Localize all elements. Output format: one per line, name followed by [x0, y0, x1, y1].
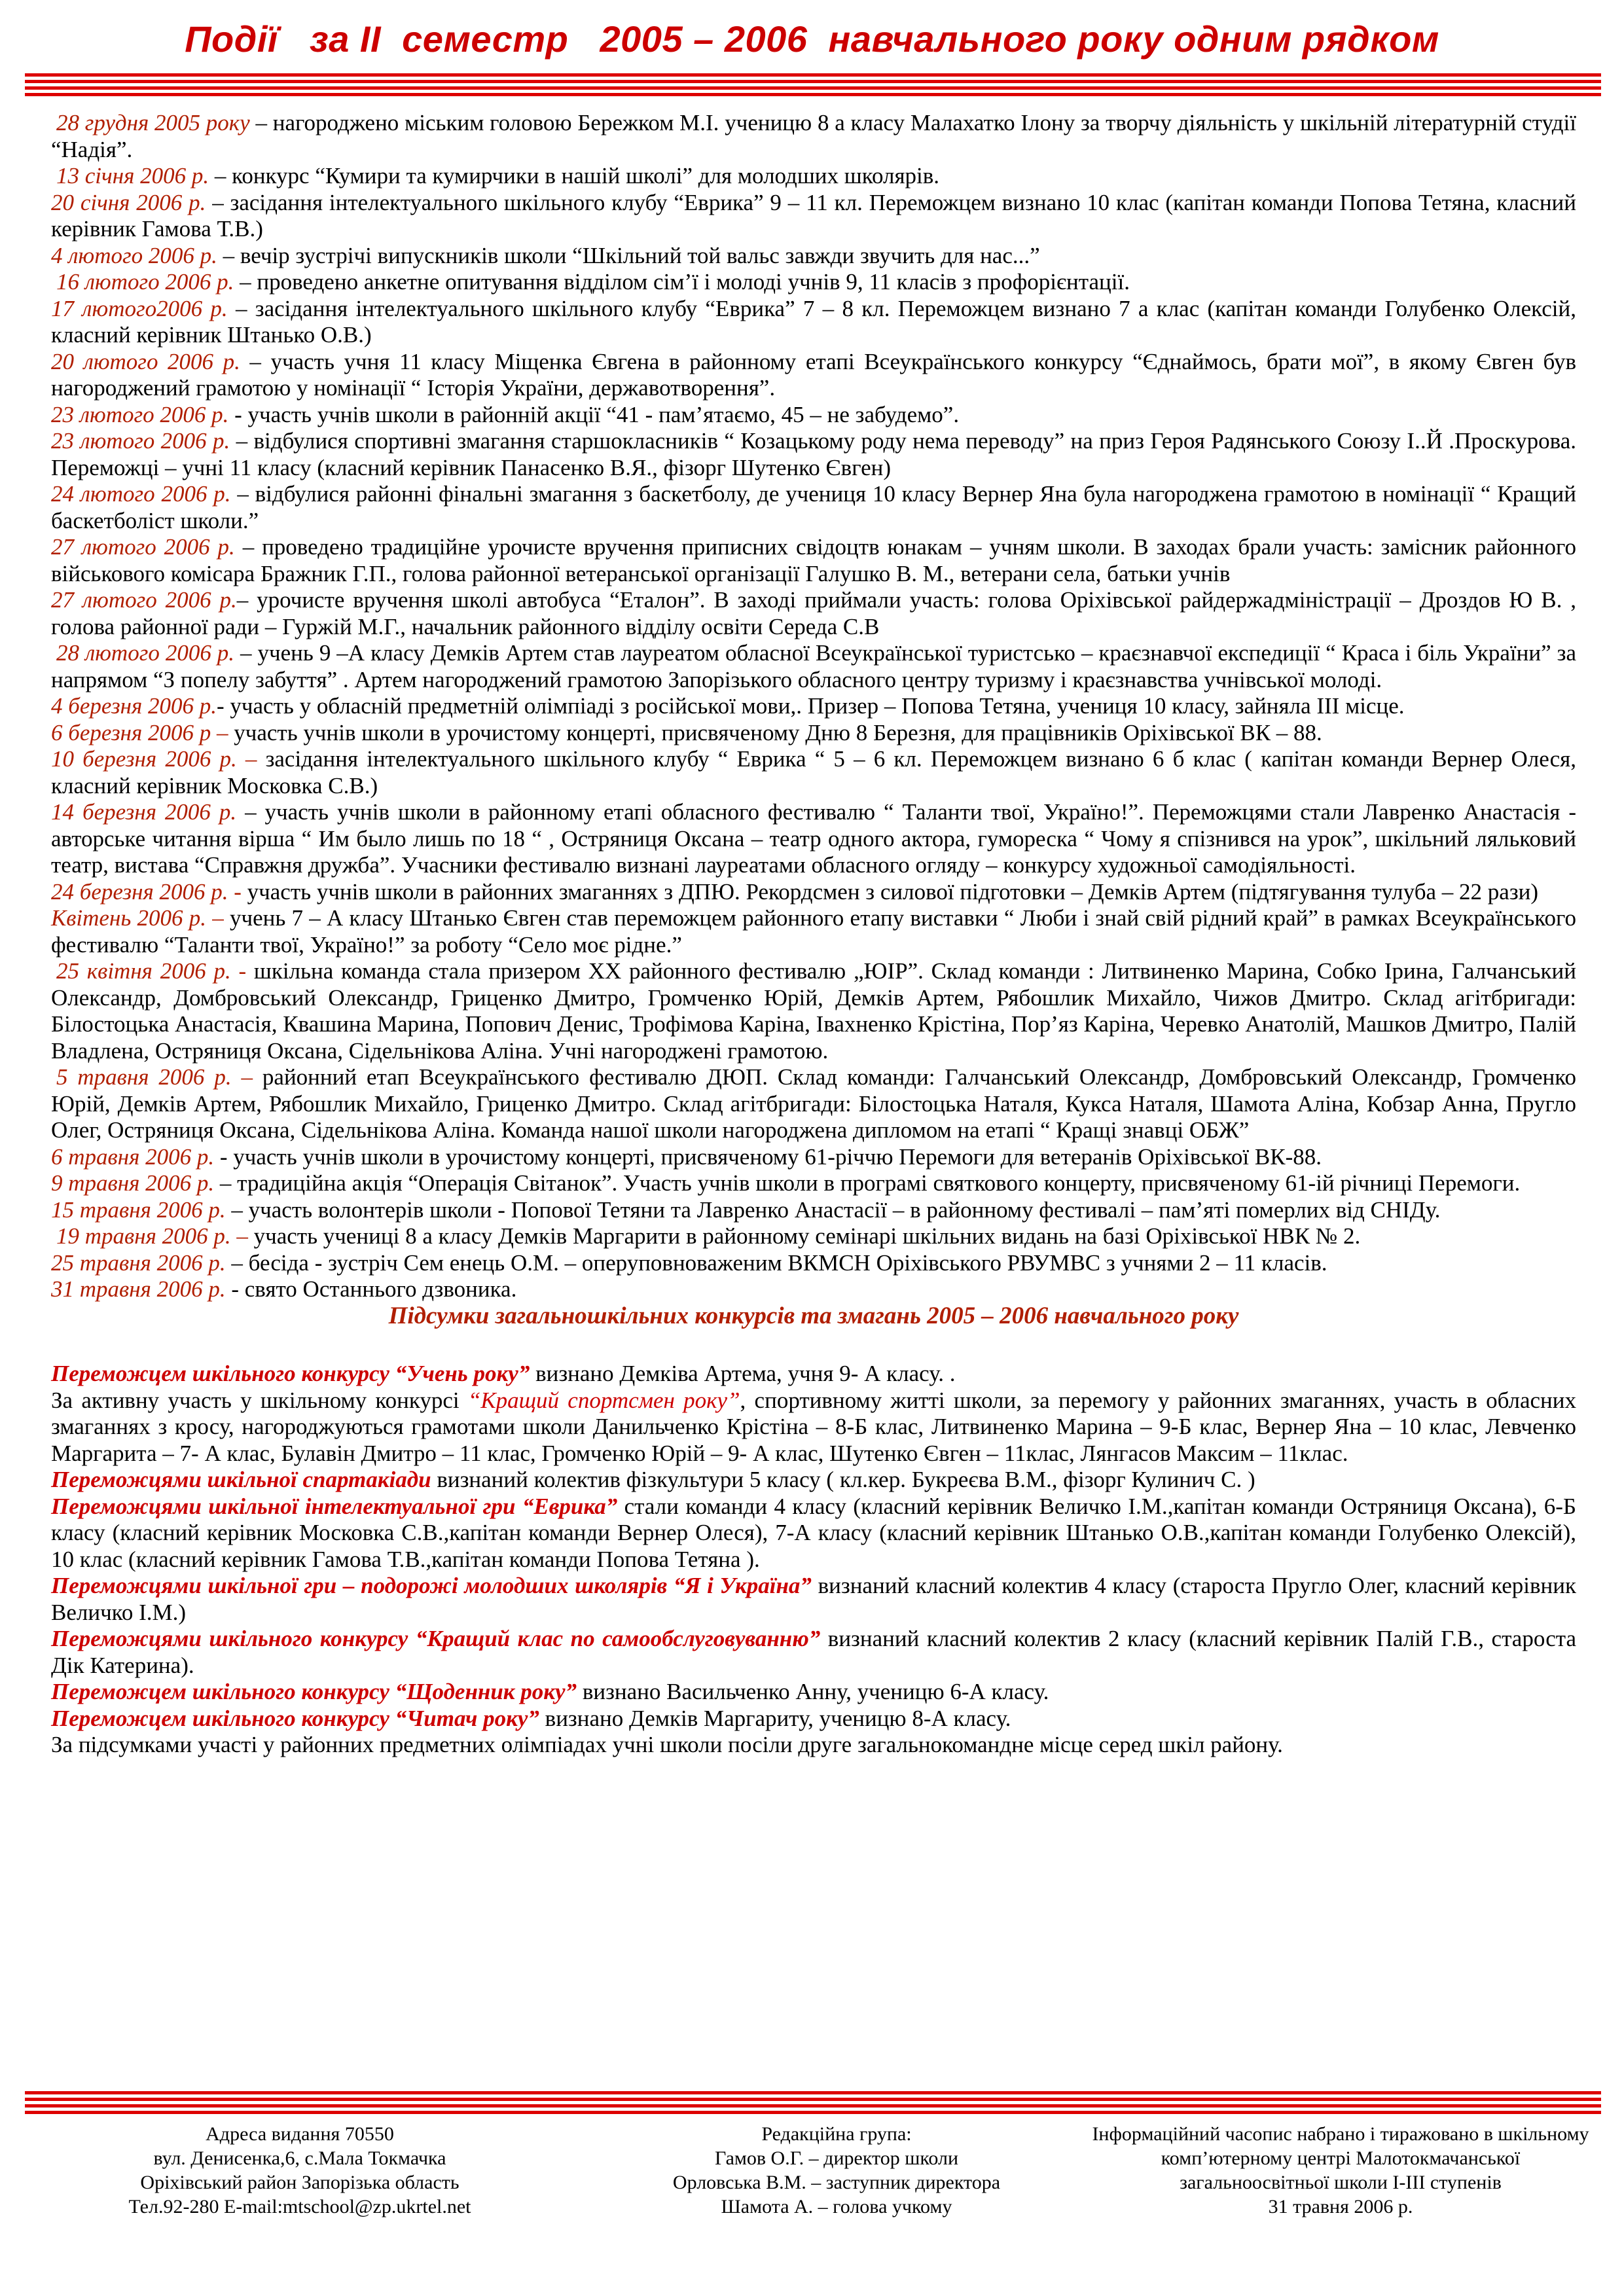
event-text: – участь учнів школи в районному етапі обласного фестивалю “ Таланти твої, Україно!”. Переможцями стали Лавренко Анастасія - авторське читання вірша “ Им было лишь по 18 “ , Остряниця Оксана – театр одного актора, гумореска “ Чому я спізнився на урок”, шкільний ляльковий театр, вистава “Справжня дружба”. Учасники фестивалю визнані лауреатами обласного огляду – конкурсу художньої самодіяльності.	[51, 799, 1577, 878]
event-text: – засідання інтелектуального шкільного клубу “Еврика” 7 – 8 кл. Переможцем визнано 7 а клас (капітан команди Голубенко Олексій, класний керівник Штанько О.В.)	[51, 295, 1576, 348]
footer-line: загальноосвітньої школи І-ІІІ ступенів	[1180, 2172, 1502, 2193]
summary-item-highlight: Переможцем шкільного конкурсу “Учень року”	[51, 1361, 530, 1386]
summary-item	[51, 1361, 1576, 1388]
summary-item-text: визнаний колектив фізкультури 5 класу ( кл.кер. Букреєва В.М., фізорг Кулинич С. )	[431, 1467, 1255, 1492]
footer-line: Орловська В.М. – заступник директора	[672, 2172, 1001, 2193]
event-date: 24 березня 2006 р. -	[51, 878, 242, 905]
event-text: учень 7 – А класу Штанько Євген став переможцем районного етапу виставки “ Люби і знай свій рідний край” в рамках Всеукраїнського фестивалю “Таланти твої, Україно!” за роботу “Село моє рідне.”	[51, 905, 1576, 958]
event-text: - свято Останнього дзвоника.	[225, 1276, 517, 1302]
summary-item	[51, 1679, 1576, 1706]
event-date: 20 лютого 2006 р.	[51, 348, 240, 374]
event-item	[51, 269, 1576, 296]
event-item	[51, 296, 1576, 349]
event-date: 31 травня 2006 р.	[51, 1276, 226, 1302]
event-item	[51, 481, 1576, 534]
header-stripes	[25, 73, 1601, 99]
summary-item	[51, 1573, 1576, 1626]
summary-item-text: визнано Демків Маргариту, ученицю 8-А класу.	[539, 1705, 1011, 1731]
event-text: – відбулися спортивні змагання старшокласників “ Козацькому роду нема переводу” на приз Героя Радянського Союзу І..Й .Проскурова. Переможці – учні 11 класу (класний керівник Панасенко В.Я., фізорг Шутенко Євген)	[51, 428, 1577, 480]
event-date: 15 травня 2006 р.	[51, 1196, 226, 1223]
event-date: 27 лютого 2006 р.	[51, 587, 237, 613]
event-text: – засідання інтелектуального шкільного клубу “Еврика” 9 – 11 кл. Переможцем визнано 10 клас (капітан команди Попова Тетяна, класний керівник Гамова Т.В.)	[51, 189, 1577, 242]
event-item	[51, 190, 1576, 243]
event-date: 6 травня 2006 р.	[51, 1143, 215, 1170]
summary-title: Підсумки загальношкільних конкурсів та змагань 2005 – 2006 навчального року	[388, 1302, 1239, 1329]
event-date: Квітень 2006 р. –	[51, 905, 224, 931]
event-text: – відбулися районні фінальні змагання з баскетболу, де учениця 10 класу Вернер Яна була нагороджена грамотою в номінації “ Кращий баскетболіст школи.”	[51, 481, 1577, 533]
event-item	[51, 1170, 1576, 1197]
event-date: 24 лютого 2006 р.	[51, 481, 231, 507]
event-text: – традиційна акція “Операція Світанок”. Участь учнів школи в програмі святкового концерту, присвяченому 61-ій річниці Перемоги.	[214, 1170, 1521, 1196]
summary-item	[51, 1706, 1576, 1732]
event-item	[51, 534, 1576, 587]
event-text: – вечір зустрічі випускників школи “Шкільний той вальс завжди звучить для нас...”	[217, 242, 1040, 268]
event-text: – проведено традиційне урочисте вручення приписних свідоцтв юнакам – учням школи. В заходах брали участь: замісник районного військового комісара Бражник Г.П., голова районної ветеранської організації Галушко В. М., ветерани села, батьки учнів	[51, 534, 1576, 586]
page-title: Події за ІІ семестр 2005 – 2006 навчального року одним рядком	[185, 18, 1439, 60]
footer-line: комп’ютерному центрі Малотокмачанської	[1161, 2147, 1521, 2169]
event-item	[51, 402, 1576, 429]
event-date: 25 травня 2006 р.	[51, 1249, 226, 1276]
event-item	[51, 1250, 1576, 1277]
event-date: 19 травня 2006 р. –	[56, 1223, 248, 1249]
event-date: 6 березня 2006 р –	[51, 719, 228, 745]
event-item	[51, 693, 1576, 720]
event-item	[51, 720, 1576, 747]
summary-item-highlight: Переможцями шкільної гри – подорожі молодших школярів “Я і Україна”	[51, 1573, 812, 1598]
event-text: участь учнів школи в районних змаганнях з ДПЮ. Рекордсмен з силової підготовки – Демків Артем (підтягування тулуба – 22 рази)	[241, 878, 1539, 905]
summary-item	[51, 1467, 1576, 1494]
footer-line: Інформаційний часопис набрано і тиражовано в шкільному	[1092, 2123, 1589, 2145]
event-date: 25 квітня 2006 р. -	[56, 958, 247, 984]
event-item	[51, 587, 1576, 640]
summary-item-highlight: Переможцями шкільної інтелектуальної гри “Еврика”	[51, 1493, 618, 1519]
content	[51, 110, 1576, 1759]
event-item	[51, 958, 1576, 1064]
event-item	[51, 1064, 1576, 1144]
event-item	[51, 349, 1576, 402]
footer-editorial	[601, 2122, 1072, 2219]
footer-line: Тел.92-280 E-mail:mtschool@zp.ukrtel.net	[128, 2196, 471, 2217]
summary-item	[51, 1388, 1576, 1467]
event-date: 16 лютого 2006 р.	[56, 269, 234, 295]
event-item	[51, 799, 1576, 879]
event-text: шкільна команда стала призером ХХ районного фестивалю „ЮІР”. Склад команди : Литвиненко Марина, Собко Ірина, Галчанський Олександр, Домбровський Олександр, Гриценко Дмитро, Громченко Юрій, Демків Артем, Рябошлик Михайло, Чижов Дмитро. Склад агітбригади: Білостоцька Анастасія, Квашина Марина, Попович Денис, Трофімова Каріна, Івахненко Крістіна, Пор’яз Каріна, Черевко Анатолій, Машков Дмитро, Палій Владлена, Остряниця Оксана, Сідельнікова Аліна. Учні нагороджені грамотою.	[51, 958, 1576, 1064]
event-item	[51, 746, 1576, 799]
footer-line: Гамов О.Г. – директор школи	[715, 2147, 958, 2169]
event-date: 23 лютого 2006 р.	[51, 401, 229, 427]
summary-item-text: стали команди 4 класу (класний керівник Величко І.М.,капітан команди Остряниця Оксана), 6-Б класу (класний керівник Московка С.В.,капітан команди Вернер Олеся), 7-А класу (класний керівник Штанько О.В.,капітан команди Голубенко Олексій), 10 клас (класний керівник Гамова Т.В.,капітан команди Попова Тетяна ).	[51, 1493, 1576, 1572]
summary-item-highlight: “Кращий спортсмен року”	[467, 1387, 740, 1413]
event-item	[51, 428, 1576, 481]
footer-line: Оріхівський район Запорізька область	[140, 2172, 460, 2193]
event-text: – бесіда - зустріч Сем енець О.М. – оперуповноваженим ВКМСН Оріхівського РВУМВС з учнями 2 – 11 класів.	[225, 1249, 1327, 1276]
event-date: 10 березня 2006 р. –	[51, 746, 257, 772]
event-text: – конкурс “Кумири та кумирчики в нашій школі” для молодших школярів.	[209, 163, 940, 188]
event-text: – проведено анкетне опитування відділом сім’ї і молоді учнів 9, 11 класів з профорієнтації.	[234, 269, 1130, 295]
event-date: 4 лютого 2006 р.	[51, 242, 217, 268]
event-item	[51, 905, 1576, 958]
event-text: – участь учня 11 класу Міщенка Євгена в районному етапі Всеукраїнського конкурсу “Єднаймось, брати мої”, в якому Євген був нагороджений грамотою у номінації “ Історія України, державотворення”.	[51, 348, 1577, 401]
event-date: 28 лютого 2006 р.	[56, 640, 235, 666]
event-text: - участь учнів школи в районній акції “41 - пам’ятаємо, 45 – не забудемо”.	[228, 401, 960, 427]
footer-line: вул. Денисенка,6, с.Мала Токмачка	[153, 2147, 446, 2169]
event-item	[51, 163, 1576, 190]
footer-stripes	[25, 2091, 1601, 2117]
event-text: – нагороджено міським головою Бережком М.І. ученицю 8 а класу Малахатко Ілону за творчу діяльність у шкільній літературній студії “Надія”.	[51, 110, 1577, 162]
event-date: 27 лютого 2006 р.	[51, 534, 235, 560]
event-item	[51, 879, 1576, 906]
footer-line: Редакційна група:	[761, 2123, 912, 2145]
event-date: 13 січня 2006 р.	[56, 163, 209, 188]
event-text: участь учнів школи в урочистому концерті, присвяченому Дню 8 Березня, для працівників Оріхівської ВК – 88.	[228, 719, 1322, 745]
summary-section	[51, 1303, 1576, 1759]
summary-item-text: визнано Васильченко Анну, ученицю 6-А класу.	[577, 1679, 1049, 1704]
event-text: – учень 9 –А класу Демків Артем став лауреатом обласної Всеукраїнської туристсько – краєзнавчої експедиції “ Краса і біль України” за напрямом “З попелу забуття” . Артем нагороджений грамотою Запорізького обласного центру туризму і краєзнавства учнівської молоді.	[51, 640, 1576, 692]
summary-item-text: визнано Демківа Артема, учня 9- А класу. .	[530, 1361, 956, 1386]
event-date: 5 травня 2006 р. –	[56, 1064, 253, 1090]
summary-item-prefix: За активну участь у шкільному конкурсі	[51, 1387, 468, 1413]
event-text: – участь волонтерів школи - Попової Тетяни та Лавренко Анастасії – в районному фестивалі – пам’яті померлих від СНІДу.	[225, 1196, 1441, 1223]
summary-item-highlight: Переможцем шкільного конкурсу “Щоденник року”	[51, 1679, 577, 1704]
event-text: - участь учнів школи в урочистому концерті, присвяченому 61-річчю Перемоги для ветеранів Оріхівської ВК-88.	[214, 1143, 1322, 1170]
summary-item	[51, 1732, 1576, 1759]
event-item	[51, 1276, 1576, 1303]
event-item	[51, 110, 1576, 163]
event-item	[51, 1197, 1576, 1224]
summary-item-highlight: Переможцем шкільного конкурсу “Читач року”	[51, 1705, 539, 1731]
footer-info	[1046, 2122, 1624, 2219]
summary-item-highlight: Переможцями шкільного конкурсу “Кращий клас по самообслуговуванню”	[51, 1626, 821, 1651]
event-text: районний етап Всеукраїнського фестивалю ДЮП. Склад команди: Галчанський Олександр, Домбровський Олександр, Громченко Юрій, Демків Артем, Рябошлик Михайло, Гриценко Дмитро. Склад агітбригади: Білостоцька Наталя, Кукса Наталя, Шамота Аліна, Кобзар Анна, Пругло Олег, Остряниця Оксана, Сідельнікова Аліна. Команда нашої школи нагороджена дипломом на етапі “ Кращі знавці ОБЖ”	[51, 1064, 1576, 1143]
summary-item-text: , спортивному житті школи, за перемогу у районних змаганнях, участь в обласних змаганнях з кросу, нагороджуються грамотами школи Данильченко Крістіна – 8-Б клас, Литвиненко Марина – 9-Б клас, Вернер Яна – 10 клас, Левченко Маргарита – 7- А клас, Булавін Дмитро – 11 клас, Громченко Юрій – 9- А клас, Шутенко Євген – 11клас, Лянгасов Максим – 11клас.	[51, 1387, 1576, 1466]
event-text: участь учениці 8 а класу Демків Маргарити в районному семінарі шкільних видань на базі Оріхівської НВК № 2.	[247, 1223, 1361, 1249]
summary-item-highlight: Переможцями шкільної спартакіади	[51, 1467, 431, 1492]
event-item	[51, 243, 1576, 270]
event-text: засідання інтелектуального шкільного клубу “ Еврика “ 5 – 6 кл. Переможцем визнано 6 б клас ( капітан команди Вернер Олеся, класний керівник Московка С.В.)	[51, 746, 1577, 798]
event-item	[51, 1223, 1576, 1250]
event-date: 14 березня 2006 р.	[51, 799, 237, 825]
event-date: 20 січня 2006 р.	[51, 189, 206, 215]
summary-item	[51, 1626, 1576, 1679]
event-item	[51, 640, 1576, 693]
footer-line: 31 травня 2006 р.	[1268, 2196, 1413, 2217]
event-date: 17 лютого2006 р.	[51, 295, 228, 321]
event-item	[51, 1144, 1576, 1171]
summary-item	[51, 1494, 1576, 1573]
events-list	[51, 110, 1576, 1303]
footer-address	[64, 2122, 535, 2219]
summary-item-text: визнаний класний колектив 4 класу (староста Пругло Олег, класний керівник Величко І.М.)	[51, 1573, 1576, 1625]
event-date: 28 грудня 2005 року	[56, 110, 250, 135]
summary-item-text: визнаний класний колектив 2 класу (класний керівник Палій Г.В., староста Дік Катерина).	[51, 1626, 1576, 1678]
event-text: – урочисте вручення школі автобуса “Еталон”. В заході приймали участь: голова Оріхівської райдержадміністрації – Дроздов Ю В. , голова районної ради – Гуржій М.Г., начальник районного відділу освіти Середа С.В	[51, 587, 1576, 639]
event-text: - участь у обласній предметній олімпіаді з російської мови,. Призер – Попова Тетяна, учениця 10 класу, зайняла ІІІ місце.	[217, 693, 1405, 719]
event-date: 23 лютого 2006 р.	[51, 428, 230, 454]
event-date: 4 березня 2006 р.	[51, 693, 217, 719]
footer-line: Шамота А. – голова учкому	[721, 2196, 952, 2217]
event-date: 9 травня 2006 р.	[51, 1170, 215, 1196]
footer-line: Адреса видання 70550	[206, 2123, 394, 2145]
summary-item-text: За підсумками участі у районних предметних олімпіадах учні школи посіли друге загальнокомандне місце серед шкіл району.	[51, 1732, 1283, 1757]
summary-items	[51, 1361, 1576, 1759]
